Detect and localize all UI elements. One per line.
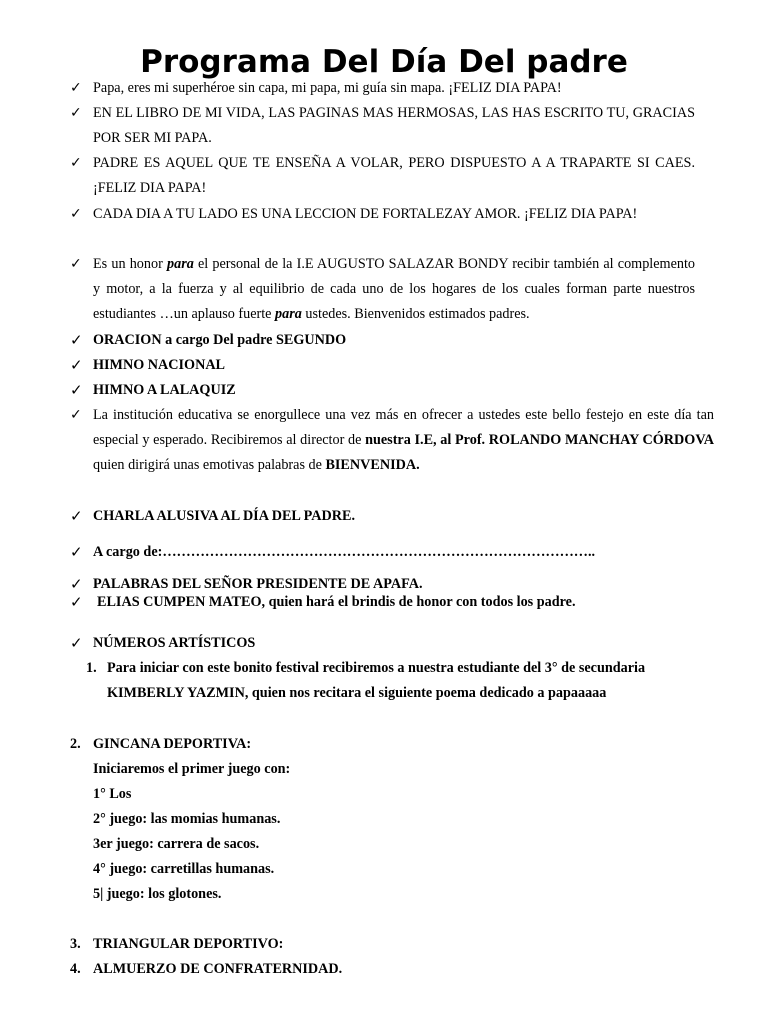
checkmark-icon: ✓	[70, 543, 83, 561]
gincana-line: 4° juego: carretillas humanas.	[93, 861, 275, 877]
checkmark-icon: ✓	[70, 381, 83, 399]
gincana-line: 5| juego: los glotones.	[93, 886, 222, 902]
item-9-director: nuestra I.E, al Prof. ROLANDO MANCHAY CÓRDOVA	[365, 432, 714, 448]
checkmark-icon: ✓	[70, 407, 82, 423]
gincana-line: 2° juego: las momias humanas.	[93, 811, 281, 827]
gincana-title: GINCANA DEPORTIVA:	[93, 736, 252, 752]
list-number-2: 2.	[70, 736, 81, 752]
item-5-text-e: ustedes. Bienvenidos estimados padres.	[301, 306, 530, 322]
numbered-item-1: Para iniciar con este bonito festival recibiremos a nuestra estudiante del 3° de secundaria KIMBERLY YAZMIN, quien nos recitara el siguiente poema dedicado a papaaaaa	[107, 660, 646, 701]
item-9-text-c: quien dirigirá unas emotivas palabras de	[93, 457, 326, 473]
checkmark-icon: ✓	[70, 593, 83, 611]
list-item-a-cargo: A cargo de:………………………………………………………………………………..	[93, 544, 596, 560]
checkmark-icon: ✓	[70, 256, 82, 272]
list-number-1: 1.	[86, 660, 97, 676]
list-item-oracion: ORACION a cargo Del padre SEGUNDO	[93, 332, 347, 348]
checkmark-icon: ✓	[70, 80, 82, 96]
list-item-apafa: PALABRAS DEL SEÑOR PRESIDENTE DE APAFA.	[93, 576, 423, 592]
list-item-2: EN EL LIBRO DE MI VIDA, LAS PAGINAS MAS HERMOSAS, LAS HAS ESCRITO TU, GRACIAS POR SER MI PAPA.	[93, 105, 695, 146]
list-item-himno-lalaquiz: HIMNO A LALAQUIZ	[93, 382, 236, 398]
gincana-line: Iniciaremos el primer juego con:	[93, 761, 291, 777]
list-item-1: Papa, eres mi superhéroe sin capa, mi papa, mi guía sin mapa. ¡FELIZ DIA PAPA!	[93, 80, 562, 96]
list-number-3: 3.	[70, 936, 81, 952]
list-item-4: CADA DIA A TU LADO ES UNA LECCION DE FORTALEZAY AMOR. ¡FELIZ DIA PAPA!	[93, 206, 638, 222]
page-title: Programa Del Día Del padre	[140, 44, 628, 80]
checkmark-icon: ✓	[70, 356, 83, 374]
item-5-text-a: Es un honor	[93, 256, 167, 272]
list-item-numeros-artisticos: NÚMEROS ARTÍSTICOS	[93, 635, 256, 651]
list-item-himno-nacional: HIMNO NACIONAL	[93, 357, 226, 373]
item-9-bienvenida: BIENVENIDA.	[325, 457, 420, 473]
checkmark-icon: ✓	[70, 155, 82, 171]
list-number-4: 4.	[70, 961, 81, 977]
list-item-brindis: ELIAS CUMPEN MATEO, quien hará el brindis de honor con todos los padre.	[97, 594, 576, 610]
item-5-emphasis-para: para	[167, 256, 194, 272]
item-9-text-a: La institución educativa se enorgullece una vez más en ofrecer a ustedes este bello festejo en este día tan especial y esperado. Recibiremos al director de	[93, 407, 714, 448]
checkmark-icon: ✓	[70, 634, 83, 652]
checkmark-icon: ✓	[70, 331, 83, 349]
gincana-line: 1° Los	[93, 786, 132, 802]
checkmark-icon: ✓	[70, 507, 83, 525]
item-5-emphasis-para-2: para	[275, 306, 302, 322]
checkmark-icon: ✓	[70, 105, 82, 121]
list-item-charla: CHARLA ALUSIVA AL DÍA DEL PADRE.	[93, 508, 356, 524]
list-item-bienvenida	[93, 403, 714, 478]
checkmark-icon: ✓	[70, 206, 82, 222]
item-5-text-c: el personal de la I.E AUGUSTO SALAZAR BONDY recibir también al complemento y motor, a la fuerza y al equilibrio de cada uno de los hogares de los cuales forman parte nuestros estudiantes …un aplauso fuerte	[93, 256, 696, 322]
numbered-item-4: ALMUERZO DE CONFRATERNIDAD.	[93, 961, 343, 977]
list-item-5	[93, 252, 695, 327]
gincana-line: 3er juego: carrera de sacos.	[93, 836, 260, 852]
numbered-item-3: TRIANGULAR DEPORTIVO:	[93, 936, 284, 952]
checkmark-icon: ✓	[70, 575, 83, 593]
list-item-3: PADRE ES AQUEL QUE TE ENSEÑA A VOLAR, PERO DISPUESTO A A TRAPARTE SI CAES. ¡FELIZ DIA PAPA!	[93, 155, 695, 196]
